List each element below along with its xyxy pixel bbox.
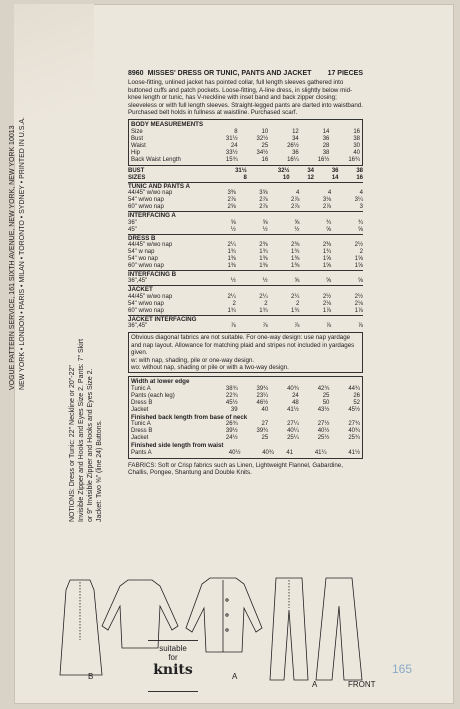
row-value: 31½ (235, 167, 247, 174)
row-value: 31½ (225, 135, 238, 142)
row-value: 2⅛ (322, 300, 332, 307)
row-value: ⅝ (262, 219, 268, 226)
table-row (128, 249, 363, 256)
yardage-table (128, 190, 363, 211)
row-value: 2⅞ (291, 204, 300, 211)
table-row (128, 294, 363, 301)
row-value: 25 (261, 435, 269, 442)
row-value: 2 (296, 300, 300, 307)
row-value: 2½ (322, 293, 332, 300)
table-row (128, 190, 363, 197)
legend-w: w: with nap, shading, pile or one-way design. (131, 356, 255, 364)
row-label: Dress B (131, 399, 153, 406)
row-value: ⅝ (294, 278, 300, 285)
table-row (128, 308, 363, 315)
table-row (128, 256, 363, 263)
row-label: Pants (each leg) (131, 392, 175, 399)
row-value: 27¼ (287, 421, 299, 428)
row-value: 1¾ (291, 249, 300, 256)
row-label: Size (131, 128, 143, 135)
row-value: ⅝ (326, 226, 332, 233)
row-value: 8 (243, 174, 247, 181)
row-value: 2¼ (227, 242, 236, 249)
row-value: 40½ (228, 449, 241, 456)
table-row (131, 136, 360, 143)
row-value: 4 (327, 190, 332, 197)
row-value: 24 (230, 142, 238, 149)
badge-line-3: knits (153, 662, 193, 678)
row-value: ⅝ (357, 226, 363, 233)
notions-line-3: or 9" Invisible Zipper and Hooks and Eyes Size 2. (87, 368, 94, 522)
pattern-number: 8960 (128, 70, 144, 77)
row-value: 1¾ (227, 307, 236, 314)
row-label: Dress B (131, 428, 153, 435)
row-value: 34½ (256, 149, 269, 156)
row-value: 40¾ (287, 385, 299, 392)
row-value: 34 (292, 135, 299, 142)
row-value: 1⅜ (291, 256, 300, 263)
piece-count: 17 PIECES (327, 70, 363, 77)
row-value: 10 (282, 174, 290, 181)
row-value: 32½ (256, 135, 269, 142)
table-row (128, 197, 363, 204)
yardage-table (128, 323, 363, 330)
row-value: 39¾ (256, 385, 269, 392)
badge-line-2: for (168, 653, 178, 662)
pattern-header (128, 70, 363, 77)
row-value: 2⅜ (291, 242, 300, 249)
notions-line-4: Jacket: Two ⅝" (line 24) Buttons. (96, 420, 103, 522)
row-value: 32½ (277, 167, 290, 174)
row-value: 27¾ (348, 421, 360, 428)
yardage-table (128, 242, 363, 270)
row-value: ½ (262, 226, 268, 233)
table-row (128, 323, 363, 330)
row-label: 60" w/wo nap (128, 204, 164, 211)
row-value: 1⅝ (354, 256, 363, 263)
row-value: 50 (322, 399, 330, 406)
bust-sizes-table (128, 168, 363, 182)
row-value: 1¾ (322, 249, 332, 256)
row-value: 2 (264, 300, 268, 307)
row-value: ⅝ (294, 219, 300, 226)
table-row (128, 220, 363, 227)
row-label: 60" w/wo nap (128, 263, 164, 270)
row-value: 2¼ (259, 293, 268, 300)
row-label: 44/45" w/wo nap (128, 293, 173, 300)
row-value: 3¼ (354, 197, 363, 204)
row-value: 24½ (225, 435, 238, 442)
table-row (131, 400, 360, 407)
row-label: Jacket (131, 406, 149, 413)
row-value: 36 (292, 149, 299, 156)
notions-line-2: Invisible Zipper and Hooks and Eyes Size 2. Pants: 7" Skirt (78, 338, 85, 522)
row-value: 48 (292, 399, 299, 406)
row-value: 16 (353, 128, 360, 135)
row-value: 52 (353, 399, 360, 406)
row-value: 42¾ (317, 385, 330, 392)
row-value: 43½ (317, 406, 330, 413)
suitable-for-knits-badge (148, 640, 198, 692)
row-value: 38 (353, 135, 360, 142)
row-value: 1⅜ (227, 263, 236, 270)
row-value: 41¼ (314, 449, 327, 456)
row-value: 1⅜ (291, 263, 300, 270)
row-value: 14 (331, 174, 339, 181)
row-value: 25¾ (348, 435, 360, 442)
row-label: 36",45" (128, 323, 148, 330)
row-value: 27½ (317, 421, 330, 428)
row-value: 36 (322, 135, 330, 142)
row-value: 2¼ (227, 293, 236, 300)
row-value: 26 (353, 392, 360, 399)
yardage-table (128, 278, 363, 285)
row-value: ¾ (357, 219, 363, 226)
table-row (128, 242, 363, 249)
legend-wo: wo: without nap, shading or pile or with a two-way design. (131, 363, 289, 371)
table-row (131, 435, 360, 442)
yardage-sections (128, 182, 363, 330)
row-value: 2½ (354, 242, 363, 249)
row-value: 3⅜ (227, 190, 236, 197)
garment-measurements (128, 376, 363, 458)
row-value: 45½ (225, 399, 238, 406)
row-value: 28 (322, 142, 330, 149)
row-value: ⅞ (230, 323, 236, 330)
row-value: 46½ (256, 399, 269, 406)
row-label: Hip (131, 149, 141, 156)
row-value: 15¾ (225, 156, 238, 163)
row-value: 12 (307, 174, 315, 181)
row-value: 2⅜ (259, 242, 268, 249)
row-value: 40½ (317, 428, 330, 435)
table-row (128, 301, 363, 308)
fabrics-text: FABRICS: Soft or Crisp fabrics such as Linen, Lightweight Flannel, Gabardine, Challis, Pongee, Shantung and Double Knits. (128, 461, 343, 476)
row-value: 1⅜ (227, 256, 236, 263)
row-value: 25 (261, 142, 269, 149)
row-value: ½ (294, 226, 300, 233)
row-label: 36" (128, 219, 137, 226)
row-value: 41 (286, 449, 294, 456)
figure-label-a-jacket: A (232, 672, 238, 681)
row-value: 44¾ (348, 385, 360, 392)
row-label: Tunic A (131, 385, 151, 392)
row-value: 38¾ (225, 385, 238, 392)
row-label: 60" w/wo nap (128, 307, 164, 314)
row-value: 34 (307, 167, 315, 174)
garment-section-title: Width at lower edge (131, 378, 190, 386)
row-value: 2⅛ (354, 300, 363, 307)
yardage-section-title: JACKET (128, 285, 363, 293)
row-value: 4 (296, 190, 300, 197)
row-value: 30 (353, 142, 360, 149)
row-value: 1⅜ (259, 263, 268, 270)
row-value: 3⅛ (322, 197, 332, 204)
table-row (128, 175, 363, 182)
row-value: ⅞ (294, 323, 300, 330)
row-value: 1⅜ (259, 256, 268, 263)
row-value: 1¾ (259, 249, 268, 256)
body-measurements-title: BODY MEASUREMENTS (131, 121, 204, 129)
spine-cities: NEW YORK • LONDON • PARIS • MILAN • TORONTO • SYDNEY • PRINTED IN U.S.A. (19, 117, 26, 390)
row-value: 40 (353, 149, 360, 156)
table-row (128, 204, 363, 211)
row-value: 45½ (348, 406, 360, 413)
row-value: ⅞ (357, 323, 363, 330)
table-row (131, 157, 360, 164)
row-value: 33½ (225, 149, 238, 156)
yardage-table (128, 220, 363, 234)
row-value: 38 (322, 149, 330, 156)
row-label: 54" w/wo nap (128, 300, 164, 307)
row-value: 16¼ (287, 156, 299, 163)
row-value: 25½ (317, 435, 330, 442)
row-value: 1⅝ (322, 256, 332, 263)
row-value: 40 (261, 406, 269, 413)
row-label: Pants A (131, 449, 152, 456)
table-row (128, 263, 363, 270)
row-label: BUST (128, 167, 145, 174)
row-value: 39¾ (256, 428, 269, 435)
row-label: 36",45" (128, 278, 148, 285)
table-row (131, 386, 360, 393)
row-label: Waist (131, 142, 146, 149)
row-value: ½ (230, 226, 236, 233)
row-value: 4 (359, 190, 363, 197)
row-value: 16½ (317, 156, 330, 163)
fabric-note (128, 332, 363, 373)
row-value: 41½ (348, 449, 360, 456)
row-value: 1⅝ (354, 263, 363, 270)
row-value: 22¾ (225, 392, 238, 399)
row-value: 1⅝ (322, 263, 332, 270)
table-row (131, 150, 360, 157)
row-label: Back Waist Length (131, 156, 181, 163)
row-value: 39½ (225, 428, 238, 435)
row-value: 3⅝ (259, 190, 268, 197)
row-label: 45" (128, 226, 137, 233)
yardage-section-title: TUNIC AND PANTS A (128, 182, 363, 190)
row-value: 2 (359, 249, 363, 256)
row-label: Tunic A (131, 421, 151, 428)
row-value: 27 (261, 421, 269, 428)
row-value: ⅞ (262, 323, 268, 330)
yardage-section-title: INTERFACING B (128, 270, 363, 278)
row-label: SIZES (128, 174, 146, 181)
table-row (128, 168, 363, 175)
row-label: 54" w/wo nap (128, 197, 164, 204)
row-value: 24 (292, 392, 299, 399)
row-label: 44/45" w/wo nap (128, 190, 173, 197)
row-value: 36 (331, 167, 339, 174)
row-value: 2⅞ (227, 197, 236, 204)
dress-b-drawing (60, 580, 102, 675)
row-label: 54" w nap (128, 249, 155, 256)
body-measurements-table (131, 129, 360, 164)
row-value: 23¼ (256, 392, 269, 399)
row-value: 14 (322, 128, 330, 135)
row-value: 2⅜ (322, 242, 332, 249)
row-value: 16 (261, 156, 269, 163)
table-row (131, 129, 360, 136)
row-value: 2⅝ (227, 204, 236, 211)
figure-label-front: FRONT (348, 680, 376, 689)
ink-stamp: 165 (392, 662, 413, 676)
pattern-info (128, 70, 363, 476)
row-value: 2⅞ (291, 197, 300, 204)
spine-address: VOGUE PATTERN SERVICE, 161 SIXTH AVENUE, NEW YORK, NEW YORK 10013 (9, 125, 16, 390)
row-value: ½ (262, 278, 268, 285)
jacket-back-drawing (102, 580, 178, 648)
row-value: 2⅞ (322, 204, 332, 211)
yardage-section-title: JACKET INTERFACING (128, 315, 363, 323)
row-value: 2 (232, 300, 236, 307)
row-value: ⅝ (326, 278, 332, 285)
row-value: 39 (230, 406, 238, 413)
row-value: ½ (230, 278, 236, 285)
row-value: 1⅞ (322, 307, 332, 314)
table-row (131, 450, 360, 457)
row-value: ⅞ (326, 323, 332, 330)
row-value: 2¼ (291, 293, 300, 300)
row-label: Bust (131, 135, 144, 142)
badge-line-1: suitable (159, 644, 187, 653)
row-label: 54" wo nap (128, 256, 158, 263)
row-value: 1⅞ (354, 307, 363, 314)
figure-label-b: B (88, 672, 94, 681)
row-value: 3 (359, 204, 363, 211)
notions-line-1: NOTIONS: Dress or Tunic: 22" Neckline or 20"-22" (69, 365, 76, 522)
table-row (131, 407, 360, 414)
row-value: 40¾ (348, 428, 360, 435)
row-value: ⅝ (357, 278, 363, 285)
row-value: 40¼ (287, 428, 299, 435)
row-value: 40¾ (262, 449, 274, 456)
figure-label-a-pants: A (312, 680, 318, 689)
garment-table (131, 386, 360, 414)
row-value: 1¾ (291, 307, 300, 314)
row-label: 44/45" w/wo nap (128, 242, 173, 249)
row-value: 26½ (287, 142, 299, 149)
table-row (128, 278, 363, 285)
note-text: Obvious diagonal fabrics are not suitable. For one-way design: use nap yardage and nap layout. Allowance for matching plaid and stripes not included in yardages given. (131, 334, 355, 357)
body-measurements-box (128, 119, 363, 165)
row-value: 16 (356, 174, 363, 181)
row-value: 8 (234, 128, 238, 135)
row-value: 10 (261, 128, 269, 135)
row-value: ¾ (326, 219, 332, 226)
yardage-section-title: DRESS B (128, 234, 363, 242)
pattern-title: MISSES' DRESS OR TUNIC, PANTS AND JACKET (147, 70, 312, 77)
garment-section-title: Finished back length from base of neck (131, 413, 248, 421)
garment-table (131, 421, 360, 442)
pattern-description: Loose-fitting, unlined jacket has pointed collar, full length sleeves gathered into buttoned cuffs and patch pockets. Loose-fitting, A-line dress, in slightly below mid-knee length or tunic, has V-neckline with inset band and back zipper closing; sleeveless or with full length sleeves. Straight-legged pants are darted into waistband. Purchased belt holds in fullness at waistline. Purchased scarf. (128, 79, 363, 117)
row-value: 12 (292, 128, 299, 135)
pants-front-drawing (316, 578, 362, 680)
row-value: 1¾ (227, 249, 236, 256)
garment-table (131, 450, 360, 457)
garment-section-title: Finished side length from waist (131, 442, 224, 450)
row-value: 38 (356, 167, 363, 174)
row-value: 2⅞ (259, 197, 268, 204)
yardage-table (128, 294, 363, 315)
table-row (131, 143, 360, 150)
row-value: 1¾ (259, 307, 268, 314)
yardage-section-title: INTERFACING A (128, 211, 363, 219)
row-value: 2½ (354, 293, 363, 300)
row-value: 2⅞ (259, 204, 268, 211)
table-row (128, 227, 363, 234)
row-value: ⅝ (230, 219, 236, 226)
row-value: 26¾ (225, 421, 238, 428)
row-value: 41½ (287, 406, 299, 413)
row-value: 25 (322, 392, 330, 399)
table-row (131, 393, 360, 400)
row-value: 16¾ (348, 156, 360, 163)
row-value: 25¼ (287, 435, 299, 442)
row-label: Jacket (131, 435, 149, 442)
